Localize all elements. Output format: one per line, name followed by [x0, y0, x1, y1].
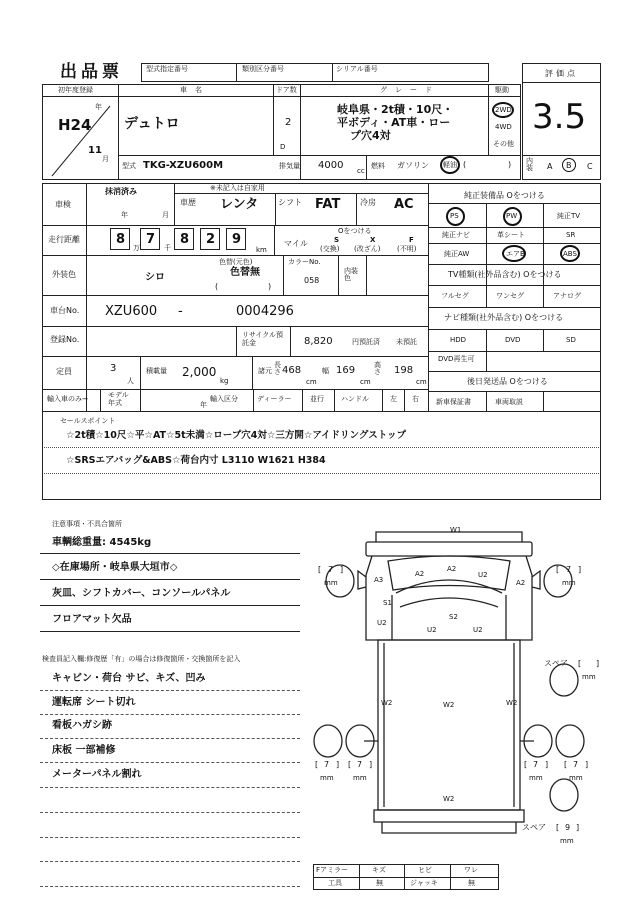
shift-value: FAT: [315, 197, 341, 212]
car-name: デュトロ: [124, 116, 180, 132]
length-value: 468: [282, 365, 302, 376]
height-unit: cm: [416, 378, 427, 386]
navi-title: ナビ種類(社外品含む) Oをつける: [444, 313, 564, 322]
interior-grade-b: B: [566, 161, 572, 170]
meter-exchange: (交換): [320, 245, 340, 253]
chassis-number: 0004296: [236, 304, 294, 319]
score-label: 評価点: [545, 69, 578, 78]
equip-navi: 純正ナビ: [442, 231, 470, 239]
first-reg-year-unit: 年: [95, 103, 102, 111]
diag-a2-mid: A2: [447, 565, 457, 573]
mileage-digit-3: 8: [180, 232, 190, 247]
tire-rl2-open: [: [348, 760, 352, 769]
meter-altered: (改ざん): [354, 245, 381, 253]
diag-u2-center: U2: [427, 626, 437, 634]
steering-right: 右: [412, 395, 419, 403]
legend-h4: ワレ: [464, 866, 478, 874]
drive-label: 駆動: [495, 86, 509, 94]
tire-rl-mm: mm: [320, 774, 334, 782]
drive-2wd: 2WD: [495, 106, 512, 114]
car-name-label: 車名: [180, 86, 210, 94]
tv-fullseg: フルセグ: [441, 292, 469, 300]
legend-h2: キズ: [372, 866, 386, 874]
capacity-label: 定員: [56, 367, 72, 376]
sales-point-label: セールスポイント: [60, 417, 116, 425]
inspector-line-5: メーターパネル割れ: [52, 769, 142, 780]
equip-ps: PS: [450, 212, 459, 220]
width-label: 幅: [322, 367, 329, 375]
spare1-open: [: [578, 659, 582, 668]
score-value: 3.5: [532, 97, 587, 137]
first-reg-era: H24: [58, 116, 92, 134]
recycle-not: 未預託: [396, 338, 417, 346]
fuel-paren-close: ): [508, 160, 512, 169]
doors-unit: D: [280, 143, 286, 151]
mileage-km: km: [256, 246, 267, 254]
recycle-value: 8,820: [304, 336, 333, 347]
spare2-close: ]: [576, 823, 580, 832]
tire-rl2: 7: [357, 760, 363, 769]
displacement-value: 4000: [318, 160, 344, 171]
inspector-line-1: キャビン・荷台 サビ、キズ、凹み: [52, 673, 206, 684]
notes-title: 注意事項・不具合箇所: [52, 520, 122, 528]
length-label: 長さ: [274, 361, 281, 376]
diag-w2-center: W2: [443, 701, 455, 709]
tire-fl: 7: [328, 565, 334, 574]
mileage-digit-5: 9: [232, 232, 242, 247]
tire-rr2: 7: [573, 760, 579, 769]
diag-s1: S1: [383, 599, 392, 607]
tire-fr-mm: mm: [562, 579, 576, 587]
tire-rr-open: [: [524, 760, 528, 769]
mileage-digit-2: 7: [146, 232, 156, 247]
mile-label: マイル: [284, 239, 308, 248]
mileage-man: 万: [133, 244, 140, 252]
inspection-year: 年: [121, 211, 128, 219]
diag-a2-right: A2: [516, 579, 526, 587]
notes-line-4: フロアマット欠品: [52, 614, 132, 625]
diag-w2-left: W2: [381, 699, 393, 707]
dvd-playback: DVD再生可: [438, 355, 475, 363]
model-value: TKG-XZU600M: [143, 160, 224, 171]
inspector-line-3: 看板ハガシ跡: [52, 720, 112, 731]
steering-label: ハンドル: [341, 395, 369, 403]
height-value: 198: [394, 365, 414, 376]
notes-line-1: 車輌総重量: 4545kg: [52, 537, 152, 548]
doors-label: ドア数: [276, 86, 297, 94]
after-manual: 車両取説: [495, 398, 523, 406]
diag-w1: W1: [450, 526, 462, 534]
interior-label: 内装: [526, 157, 533, 172]
equip-tv: 純正TV: [557, 212, 581, 220]
type-cert-label: 型式指定番号: [146, 65, 188, 73]
legend-v2: 無: [376, 879, 383, 887]
drive-4wd: 4WD: [495, 123, 512, 131]
equip-sr: SR: [566, 231, 576, 239]
navi-dvd: DVD: [505, 336, 521, 344]
recycle-unit: 円預託済: [352, 338, 380, 346]
tire-fr-close: ]: [578, 565, 582, 574]
diag-w2-bottom: W2: [443, 795, 455, 803]
after-title: 後日発送品 Oをつける: [467, 377, 548, 386]
diag-u2-right: U2: [473, 626, 483, 634]
model-year-unit: 年: [200, 401, 207, 409]
ac-value: AC: [394, 197, 414, 212]
tire-rl: 7: [324, 760, 330, 769]
dims-label: 諸元: [258, 367, 272, 375]
tire-fr-open: [: [556, 565, 560, 574]
mileage-label: 走行距離: [48, 235, 80, 244]
inspection-value: 抹消済み: [105, 187, 137, 196]
serial-label: シリアル番号: [336, 65, 378, 73]
chassis-label: 車台No.: [50, 306, 80, 315]
tire-rl2-close: ]: [369, 760, 373, 769]
steering-left: 左: [390, 395, 397, 403]
grade-line-1: 岐阜県・2t積・10尺・: [337, 103, 454, 116]
tire-fl-open: [: [318, 565, 322, 574]
equipment-title: 純正装備品 Oをつける: [464, 191, 545, 200]
ac-label: 冷房: [360, 198, 376, 207]
grade-line-3: プ穴4対: [350, 129, 391, 142]
mileage-digit-1: 8: [116, 232, 126, 247]
capacity-value: 3: [110, 363, 117, 374]
color-change-paren-close: ): [268, 282, 272, 291]
header-top-box: [141, 63, 489, 82]
interior-color-label: 内装色: [344, 267, 358, 282]
tire-rl2-mm: mm: [353, 774, 367, 782]
diag-s2: S2: [449, 613, 458, 621]
doors-value: 2: [285, 117, 292, 128]
tire-fr: 7: [566, 565, 572, 574]
tv-oneseg: ワンセグ: [496, 292, 524, 300]
navi-hdd: HDD: [450, 336, 467, 344]
mileage-digit-4: 2: [206, 232, 216, 247]
model-year-label: モデル年式: [108, 391, 129, 407]
interior-grade-c: C: [587, 162, 593, 171]
equip-airbag: エアB: [506, 250, 525, 258]
tire-rl-close: ]: [336, 760, 340, 769]
legend-h1: Fアミラー: [316, 866, 349, 874]
inspector-title: 検査員記入欄:修復歴「有」の場合は修復箇所・交換箇所を記入: [42, 655, 241, 663]
equip-leather: 革シート: [497, 231, 525, 239]
equip-pw: PW: [506, 212, 518, 220]
tire-rl-open: [: [315, 760, 319, 769]
color-change-paren-open: (: [215, 282, 219, 291]
page-title: 出品票: [60, 62, 123, 82]
grade-line-2: 平ボディ・AT車・ロー: [337, 116, 451, 129]
length-unit: cm: [306, 378, 317, 386]
exterior-value: シロ: [145, 272, 165, 283]
private-use-note: ※未記入は自家用: [210, 184, 265, 192]
drive-other: その他: [493, 140, 514, 148]
diag-a3: A3: [374, 576, 384, 584]
first-reg-month-unit: 月: [102, 155, 109, 163]
first-reg-label: 初年度登録: [58, 86, 93, 94]
load-unit: kg: [220, 377, 229, 385]
height-label: 高さ: [374, 361, 381, 376]
diag-a2-left: A2: [415, 570, 425, 578]
color-no-label: カラーNo.: [288, 258, 321, 266]
color-change-label: 色替(元色): [219, 258, 253, 266]
shift-label: シフト: [278, 198, 302, 207]
history-value: レンタ: [220, 197, 259, 212]
tire-rr2-close: ]: [585, 760, 589, 769]
import-type-label: 輸入区分: [210, 395, 238, 403]
first-reg-month: 11: [88, 145, 102, 156]
tire-rr: 7: [533, 760, 539, 769]
tv-analog: アナログ: [553, 292, 581, 300]
mileage-sen: 千: [164, 244, 171, 252]
equip-abs: ABS: [563, 250, 577, 258]
after-warranty: 新車保証書: [436, 398, 471, 406]
load-label: 積載量: [146, 367, 167, 375]
history-label: 車歴: [180, 198, 196, 207]
recycle-label: リサイクル預託金: [242, 331, 284, 348]
import-parallel: 並行: [310, 395, 324, 403]
meter-f: F: [409, 236, 414, 244]
grade-label: グレード: [380, 86, 440, 94]
spare2-value: 9: [565, 823, 571, 832]
notes-line-2: ◇在庫場所・岐阜県大垣市◇: [52, 562, 178, 573]
meter-circle-label: Oをつける: [338, 227, 372, 235]
tire-fl-mm: mm: [324, 579, 338, 587]
sales-point-1: ☆2t積☆10尺☆平☆AT☆5t未満☆ロープ穴4対☆三方開☆アイドリングストップ: [66, 430, 406, 441]
reg-divider-slash: [42, 96, 118, 180]
inspection-label: 車検: [55, 200, 71, 209]
diag-u2-left: U2: [377, 619, 387, 627]
meter-s: S: [334, 236, 340, 244]
tire-rr2-mm: mm: [569, 774, 583, 782]
displacement-label: 排気量: [279, 162, 300, 170]
displacement-unit: cc: [357, 167, 365, 175]
spare2-label: スペア: [522, 823, 546, 832]
inspector-line-4: 床板 一部補修: [52, 745, 116, 756]
spare1-close: ]: [596, 659, 600, 668]
fuel-gasoline: ガソリン: [397, 161, 429, 170]
import-dealer: ディーラー: [257, 395, 292, 403]
category-label: 類別区分番号: [242, 65, 284, 73]
fuel-paren-open: (: [463, 160, 467, 169]
legend-h3: ヒビ: [418, 866, 432, 874]
spare1-mm: mm: [582, 673, 596, 681]
fuel-label: 燃料: [371, 162, 385, 170]
chassis-dash: -: [178, 304, 183, 319]
exterior-label: 外装色: [52, 270, 76, 279]
capacity-unit: 人: [127, 377, 134, 385]
tire-rr-close: ]: [545, 760, 549, 769]
meter-unknown: (不明): [397, 245, 417, 253]
spare2-open: [: [556, 823, 560, 832]
inspector-line-2: 運転席 シート切れ: [52, 697, 136, 708]
legend-v1: 工具: [328, 879, 342, 887]
load-value: 2,000: [182, 365, 217, 379]
import-label: 輸入車のみ→: [47, 395, 88, 403]
color-change-value: 色替無: [230, 267, 260, 278]
chassis-prefix: XZU600: [105, 304, 158, 319]
spare2-mm: mm: [560, 837, 574, 845]
tire-rr-mm: mm: [529, 774, 543, 782]
tire-fl-close: ]: [340, 565, 344, 574]
equip-aw: 純正AW: [444, 250, 470, 258]
spare1-label: スペア: [544, 659, 568, 668]
sales-point-2: ☆SRSエアバッグ&ABS☆荷台内寸 L3110 W1621 H384: [66, 455, 326, 466]
notes-line-3: 灰皿、シフトカバー、コンソールパネル: [52, 588, 231, 599]
interior-grade-a: A: [547, 162, 553, 171]
tv-title: TV種類(社外品含む) Oをつける: [448, 270, 562, 279]
registration-label: 登録No.: [50, 335, 80, 344]
width-value: 169: [336, 365, 356, 376]
fuel-diesel: 軽油: [443, 161, 457, 169]
diag-w2-right: W2: [506, 699, 518, 707]
inspection-month: 月: [162, 211, 169, 219]
legend-v3: ジャッキ: [410, 879, 438, 887]
diag-u2-top: U2: [478, 571, 488, 579]
width-unit: cm: [360, 378, 371, 386]
meter-x: X: [370, 236, 376, 244]
color-no-value: 058: [304, 276, 320, 285]
legend-v4: 無: [468, 879, 475, 887]
navi-sd: SD: [566, 336, 576, 344]
model-label: 型式: [122, 162, 136, 170]
tire-rr2-open: [: [564, 760, 568, 769]
